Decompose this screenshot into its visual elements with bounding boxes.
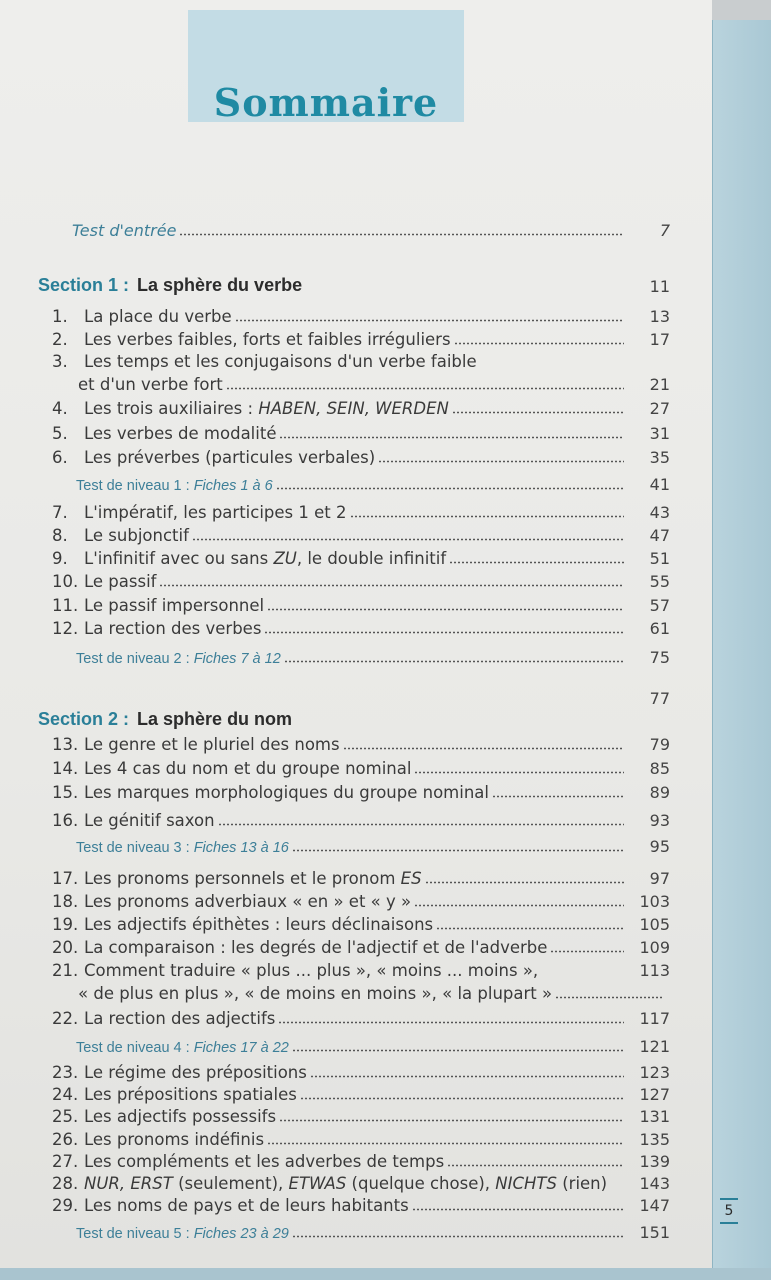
dot-leader — [292, 849, 624, 852]
toc-item-7[interactable] — [52, 500, 670, 522]
toc-test-niveau-1[interactable] — [76, 472, 670, 494]
toc-page: 131 — [639, 1107, 670, 1126]
toc-num: 14. — [52, 759, 79, 778]
dot-leader — [292, 1049, 624, 1052]
dot-leader — [278, 1021, 624, 1024]
toc-item-5[interactable] — [52, 421, 670, 443]
toc-page: 7 — [659, 221, 670, 240]
toc-label: Test de niveau 5 : Fiches 23 à 29 — [76, 1226, 289, 1242]
dot-leader — [350, 515, 625, 518]
toc-page: 135 — [639, 1130, 670, 1149]
toc-test-niveau-4[interactable] — [76, 1034, 670, 1056]
toc-item-10[interactable] — [52, 569, 670, 591]
toc-entry-test-entree[interactable] — [72, 218, 670, 240]
toc-item-17[interactable] — [52, 866, 670, 888]
toc-item-21[interactable] — [52, 958, 670, 980]
toc-item-26[interactable] — [52, 1127, 670, 1149]
dot-leader — [550, 950, 624, 953]
toc-label: et d'un verbe fort — [78, 375, 223, 394]
margin-strip — [712, 20, 771, 1280]
toc-num: 21. — [52, 961, 79, 980]
section-name: La sphère du nom — [137, 709, 293, 729]
toc-label: Le genre et le pluriel des noms — [84, 735, 340, 754]
toc-label: Les verbes de modalité — [84, 424, 277, 443]
toc-item-14[interactable] — [52, 756, 670, 778]
toc-label: Le génitif saxon — [84, 811, 215, 830]
toc-label: Test d'entrée — [72, 221, 177, 240]
toc-item-12[interactable] — [52, 616, 670, 638]
toc-page: 127 — [639, 1085, 670, 1104]
toc-item-2[interactable] — [52, 327, 670, 349]
toc-label: Les trois auxiliaires : HABEN, SEIN, WERDEN — [84, 399, 449, 418]
toc-page: 123 — [639, 1063, 670, 1082]
toc-label: Test de niveau 1 : Fiches 1 à 6 — [76, 478, 273, 494]
dot-leader — [226, 387, 624, 390]
toc-page: 79 — [649, 735, 670, 754]
toc-page: 57 — [649, 596, 670, 615]
toc-num: 26. — [52, 1130, 79, 1149]
toc-item-29[interactable] — [52, 1193, 670, 1215]
toc-num: 23. — [52, 1063, 79, 1082]
toc-label: Test de niveau 4 : Fiches 17 à 22 — [76, 1040, 289, 1056]
toc-label: Les pronoms indéfinis — [84, 1130, 265, 1149]
toc-item-13[interactable] — [52, 732, 670, 754]
toc-num: 2. — [52, 330, 68, 349]
toc-page: 35 — [649, 448, 670, 467]
toc-label: Les noms de pays et de leurs habitants — [84, 1196, 409, 1215]
toc-num: 5. — [52, 424, 68, 443]
toc-page: 151 — [639, 1223, 670, 1242]
dot-leader — [425, 881, 624, 884]
dot-leader — [492, 795, 624, 798]
toc-test-niveau-5[interactable] — [76, 1220, 670, 1242]
dot-leader — [267, 1142, 624, 1145]
toc-num: 1. — [52, 307, 68, 326]
toc-page: 11 — [649, 277, 670, 296]
page-number: 5 — [718, 1195, 740, 1227]
toc-label: Test de niveau 3 : Fiches 13 à 16 — [76, 840, 289, 856]
dot-leader — [452, 411, 624, 414]
toc-num: 12. — [52, 619, 79, 638]
toc-label: Les adjectifs possessifs — [84, 1107, 277, 1126]
section-label: Section 2 : — [38, 709, 130, 729]
toc-num: 10. — [52, 572, 79, 591]
toc-num: 27. — [52, 1152, 79, 1171]
toc-num: 6. — [52, 448, 68, 467]
toc-item-24[interactable] — [52, 1082, 670, 1104]
toc-num: 11. — [52, 596, 79, 615]
dot-leader — [454, 342, 624, 345]
dot-leader — [218, 823, 624, 826]
toc-num: 20. — [52, 938, 79, 957]
toc-label: « de plus en plus », « de moins en moins », « la plupart » — [78, 984, 553, 1003]
toc-label: Les compléments et les adverbes de temps — [84, 1152, 445, 1171]
toc-page: 147 — [639, 1196, 670, 1215]
toc-label: Le passif — [84, 572, 157, 591]
page-title: Sommaire — [213, 80, 439, 125]
toc-label: L'infinitif avec ou sans ZU, le double infinitif — [84, 549, 447, 568]
section-2-heading[interactable] — [38, 689, 670, 730]
dot-leader — [412, 1208, 624, 1211]
toc-num: 28. — [52, 1174, 79, 1193]
toc-page: 77 — [649, 689, 670, 708]
toc-page: 31 — [649, 424, 670, 443]
toc-page: 47 — [649, 526, 670, 545]
dot-leader — [447, 1164, 624, 1167]
toc-label: Le passif impersonnel — [84, 596, 265, 615]
toc-page: 55 — [649, 572, 670, 591]
toc-num: 18. — [52, 892, 79, 911]
toc-num: 16. — [52, 811, 79, 830]
toc-num: 3. — [52, 352, 68, 371]
dot-leader — [436, 927, 624, 930]
toc-page: 139 — [639, 1152, 670, 1171]
toc-num: 9. — [52, 549, 68, 568]
toc-page: 109 — [639, 938, 670, 957]
toc-item-11[interactable] — [52, 593, 670, 615]
toc-label: L'impératif, les participes 1 et 2 — [84, 503, 347, 522]
dot-leader — [414, 904, 624, 907]
title-box — [188, 10, 464, 125]
section-label: Section 1 : — [38, 275, 130, 295]
toc-page: 85 — [649, 759, 670, 778]
toc-page: 75 — [649, 648, 670, 667]
toc-label: Les adjectifs épithètes : leurs déclinaisons — [84, 915, 434, 934]
toc-item-3[interactable] — [52, 349, 670, 371]
dot-leader — [310, 1075, 624, 1078]
toc-item-6[interactable] — [52, 445, 670, 467]
toc-label: Test de niveau 2 : Fiches 7 à 12 — [76, 651, 281, 667]
toc-num: 7. — [52, 503, 68, 522]
toc-page: 121 — [639, 1037, 670, 1056]
toc-page: 51 — [649, 549, 670, 568]
toc-label: Les verbes faibles, forts et faibles irréguliers — [84, 330, 451, 349]
toc-num: 4. — [52, 399, 68, 418]
toc-item-9[interactable] — [52, 546, 670, 568]
dot-leader — [378, 460, 624, 463]
dot-leader — [159, 584, 624, 587]
toc-page: 113 — [639, 961, 670, 980]
dot-leader — [235, 319, 624, 322]
toc-page: 89 — [649, 783, 670, 802]
toc-page: 103 — [639, 892, 670, 911]
toc-num: 17. — [52, 869, 79, 888]
toc-label: La rection des verbes — [84, 619, 262, 638]
toc-item-1[interactable] — [52, 304, 670, 326]
toc-label: La place du verbe — [84, 307, 232, 326]
bottom-strip — [0, 1268, 771, 1280]
toc-num: 8. — [52, 526, 68, 545]
toc-item-15[interactable] — [52, 780, 670, 802]
toc-item-21-cont[interactable] — [78, 981, 670, 1003]
toc-item-22[interactable] — [52, 1006, 670, 1028]
toc-num: 29. — [52, 1196, 79, 1215]
toc-label: Les prépositions spatiales — [84, 1085, 297, 1104]
toc-page: 93 — [649, 811, 670, 830]
toc-test-niveau-3[interactable] — [76, 834, 670, 856]
toc-num: 22. — [52, 1009, 79, 1028]
toc-page: 13 — [649, 307, 670, 326]
section-name: La sphère du verbe — [137, 275, 303, 295]
dot-leader — [284, 660, 624, 663]
toc-num: 13. — [52, 735, 79, 754]
toc-page: 143 — [639, 1174, 670, 1193]
toc-test-niveau-2[interactable] — [76, 645, 670, 667]
toc-label: Les 4 cas du nom et du groupe nominal — [84, 759, 412, 778]
toc-page: 17 — [649, 330, 670, 349]
toc-item-28[interactable] — [52, 1171, 670, 1193]
dot-leader — [179, 233, 624, 236]
toc-item-8[interactable] — [52, 523, 670, 545]
toc-page: 27 — [649, 399, 670, 418]
dot-leader — [414, 771, 624, 774]
dot-leader — [264, 631, 624, 634]
dot-leader — [192, 538, 624, 541]
toc-page: 41 — [649, 475, 670, 494]
dot-leader — [279, 1119, 624, 1122]
toc-label: Comment traduire « plus ... plus », « moins ... moins », — [84, 961, 539, 980]
toc-item-19[interactable] — [52, 912, 670, 934]
toc-num: 19. — [52, 915, 79, 934]
toc-item-18[interactable] — [52, 889, 670, 911]
toc-label: NUR, ERST (seulement), ETWAS (quelque chose), NICHTS (rien) — [84, 1174, 608, 1193]
toc-label: Le régime des prépositions — [84, 1063, 307, 1082]
dot-leader — [292, 1235, 624, 1238]
dot-leader — [343, 747, 624, 750]
toc-item-25[interactable] — [52, 1104, 670, 1126]
toc-label: Les pronoms adverbiaux « en » et « y » — [84, 892, 412, 911]
toc-label: Les marques morphologiques du groupe nominal — [84, 783, 489, 802]
toc-item-23[interactable] — [52, 1060, 670, 1082]
toc-page: 61 — [649, 619, 670, 638]
toc-num: 24. — [52, 1085, 79, 1104]
dot-leader — [449, 561, 624, 564]
toc-num: 15. — [52, 783, 79, 802]
dot-leader — [300, 1097, 624, 1100]
dot-leader — [279, 436, 624, 439]
toc-page: 105 — [639, 915, 670, 934]
toc-label: La rection des adjectifs — [84, 1009, 276, 1028]
toc-page: 117 — [639, 1009, 670, 1028]
toc-label: Les pronoms personnels et le pronom ES — [84, 869, 422, 888]
toc-label: La comparaison : les degrés de l'adjectif et de l'adverbe — [84, 938, 548, 957]
dot-leader — [276, 487, 624, 490]
toc-page: 95 — [649, 837, 670, 856]
toc-label: Le subjonctif — [84, 526, 189, 545]
section-1-heading[interactable] — [38, 272, 670, 296]
toc-item-27[interactable] — [52, 1149, 670, 1171]
toc-num: 25. — [52, 1107, 79, 1126]
toc-item-4[interactable] — [52, 396, 670, 418]
toc-item-3-cont[interactable] — [78, 372, 670, 394]
toc-page: 21 — [649, 375, 670, 394]
toc-item-20[interactable] — [52, 935, 670, 957]
toc-page: 43 — [649, 503, 670, 522]
toc-item-16[interactable] — [52, 808, 670, 830]
toc-page: 97 — [649, 869, 670, 888]
toc-label: Les préverbes (particules verbales) — [84, 448, 376, 467]
dot-leader — [267, 608, 624, 611]
toc-label: Les temps et les conjugaisons d'un verbe faible — [84, 352, 477, 371]
dot-leader — [555, 996, 664, 999]
